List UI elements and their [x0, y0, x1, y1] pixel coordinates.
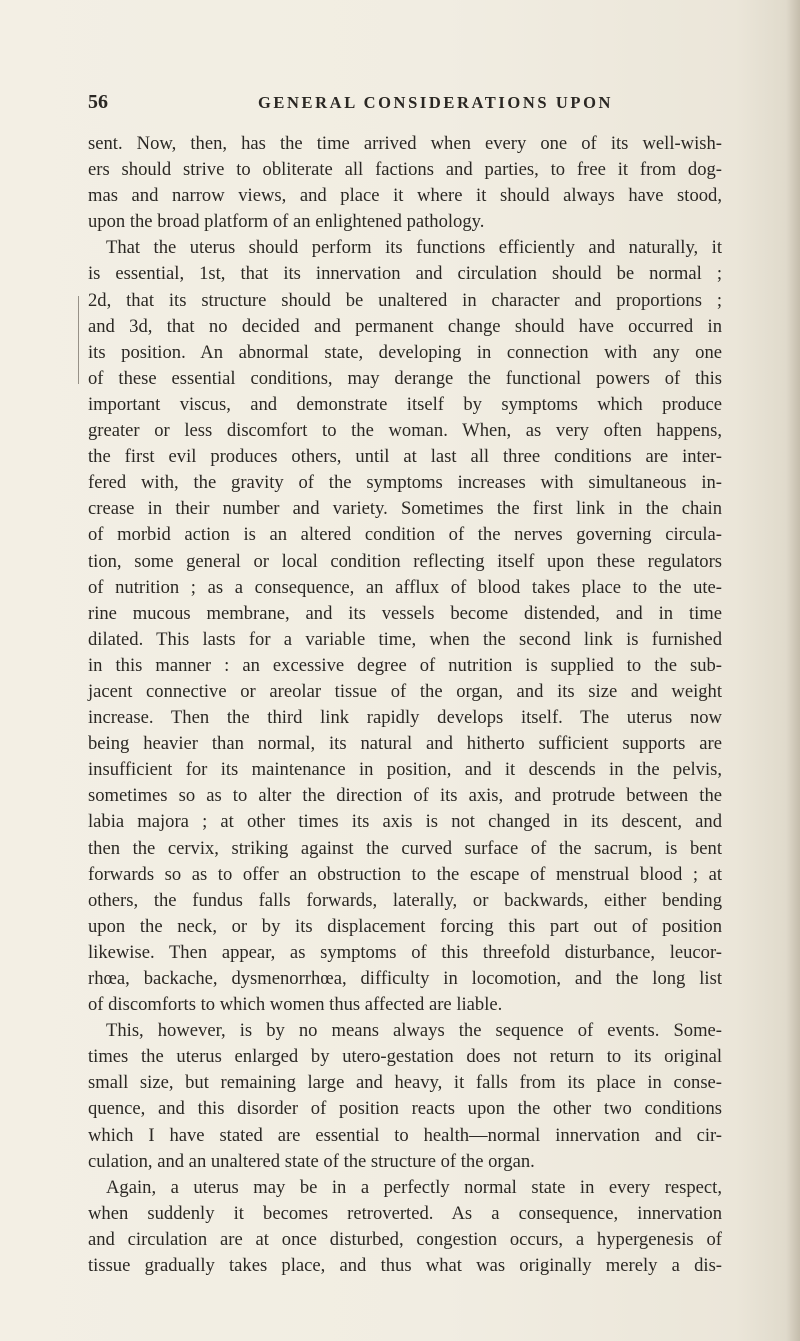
text-line: crease in their number and variety. Sometimes the first link in the chain — [88, 498, 722, 520]
text-line: of nutrition ; as a consequence, an afflux of blood takes place to the ute- — [88, 576, 722, 598]
text-line: upon the broad platform of an enlightened pathology. — [88, 211, 485, 233]
text-line: of morbid action is an altered condition of the nerves governing circula- — [88, 524, 722, 546]
text-line: sent. Now, then, has the time arrived when every one of its well-wish- — [88, 133, 722, 154]
text-line: tissue gradually takes place, and thus what was originally merely a dis- — [88, 1255, 722, 1277]
page-number: 56 — [88, 91, 108, 113]
text-line: others, the fundus falls forwards, laterally, or backwards, either bending — [88, 889, 722, 911]
text-line: fered with, the gravity of the symptoms increases with simultaneous in- — [88, 472, 722, 494]
text-line: upon the neck, or by its displacement forcing this part out of position — [88, 915, 722, 937]
text-line: then the cervix, striking against the curved surface of the sacrum, is bent — [88, 837, 722, 859]
text-line: sometimes so as to alter the direction of its axis, and protrude between the — [88, 785, 722, 807]
text-line: ers should strive to obliterate all factions and parties, to free it from dog- — [88, 159, 722, 181]
text-line: rhœa, backache, dysmenorrhœa, difficulty in locomotion, and the long list — [88, 968, 722, 989]
text-line: dilated. This lasts for a variable time, when the second link is furnished — [88, 628, 722, 650]
text-line: rine mucous membrane, and its vessels become distended, and in time — [88, 602, 722, 624]
text-line: and 3d, that no decided and permanent change should have occurred in — [88, 315, 722, 337]
running-head: GENERAL CONSIDERATIONS UPON — [258, 93, 614, 112]
text-line: quence, and this disorder of position reacts upon the other two conditions — [88, 1098, 722, 1120]
text-line: culation, and an unaltered state of the structure of the organ. — [88, 1150, 535, 1172]
page-header — [88, 91, 720, 117]
text-line: its position. An abnormal state, developing in connection with any one — [88, 341, 722, 363]
text-line: when suddenly it becomes retroverted. As a consequence, innervation — [88, 1202, 722, 1224]
text-line: increase. Then the third link rapidly develops itself. The uterus now — [88, 707, 722, 729]
text-line: This, however, is by no means always the sequence of events. Some- — [106, 1020, 722, 1042]
text-line: important viscus, and demonstrate itself by symptoms which produce — [88, 393, 722, 415]
text-line: jacent connective or areolar tissue of the organ, and its size and weight — [88, 680, 722, 702]
text-line: likewise. Then appear, as symptoms of this threefold disturbance, leucor- — [88, 941, 722, 963]
text-line: is essential, 1st, that its innervation and circulation should be normal ; — [88, 263, 722, 285]
text-line: being heavier than normal, its natural and hitherto sufficient supports are — [88, 733, 722, 755]
text-line: the first evil produces others, until at last all three conditions are inter- — [88, 446, 722, 468]
body-text — [88, 131, 722, 1279]
text-line: tion, some general or local condition reflecting itself upon these regulators — [88, 550, 722, 572]
text-line: forwards so as to offer an obstruction to the escape of menstrual blood ; at — [88, 863, 722, 885]
text-line: labia majora ; at other times its axis is not changed in its descent, and — [88, 811, 722, 833]
text-line: mas and narrow views, and place it where it should always have stood, — [88, 185, 722, 207]
text-line: which I have stated are essential to health—normal innervation and cir- — [88, 1124, 722, 1146]
text-line: times the uterus enlarged by utero-gestation does not return to its original — [88, 1046, 722, 1068]
text-line: and circulation are at once disturbed, congestion occurs, a hypergenesis of — [88, 1228, 722, 1250]
text-line: Again, a uterus may be in a perfectly normal state in every respect, — [106, 1176, 722, 1198]
text-line: small size, but remaining large and heavy, it falls from its place in conse- — [88, 1072, 722, 1094]
text-line: of these essential conditions, may derange the functional powers of this — [88, 367, 722, 389]
text-line: of discomforts to which women thus affected are liable. — [88, 994, 503, 1016]
page-edge-shadow — [786, 0, 800, 1341]
text-line: in this manner : an excessive degree of nutrition is supplied to the sub- — [88, 654, 722, 676]
text-line: greater or less discomfort to the woman. When, as very often happens, — [88, 420, 722, 442]
text-line: insufficient for its maintenance in position, and it descends in the pelvis, — [88, 759, 722, 781]
text-line: 2d, that its structure should be unaltered in character and proportions ; — [88, 289, 722, 311]
text-line: That the uterus should perform its functions efficiently and naturally, it — [106, 237, 722, 259]
margin-mark — [78, 296, 81, 384]
